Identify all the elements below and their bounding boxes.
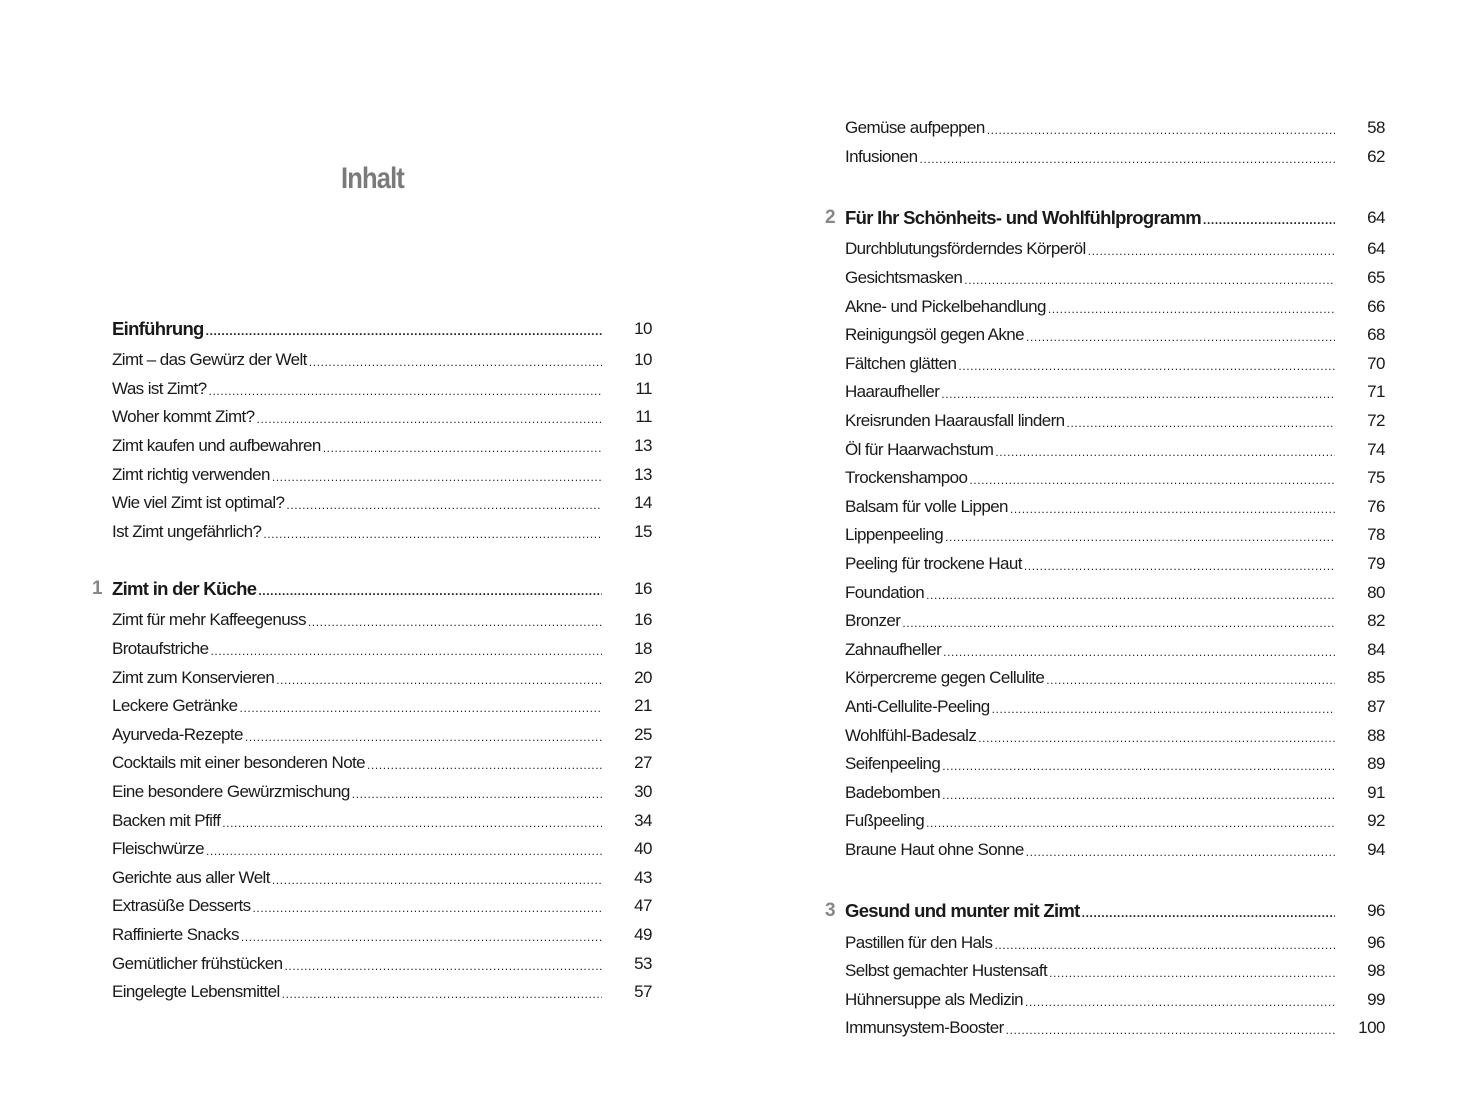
toc-page: 78	[1367, 525, 1385, 545]
leader-dots	[352, 783, 602, 801]
toc-entry[interactable]	[825, 721, 1385, 750]
toc-page: 11	[635, 378, 652, 398]
toc-entry[interactable]	[825, 493, 1385, 522]
leader-dots	[1010, 498, 1335, 516]
toc-page: 62	[1367, 146, 1385, 166]
leader-dots	[1067, 412, 1335, 430]
toc-label: Gemüse aufpeppen	[845, 118, 985, 138]
toc-page: 88	[1367, 725, 1385, 745]
toc-label: Immunsystem-Booster	[845, 1018, 1004, 1038]
toc-page: 25	[634, 724, 652, 744]
toc-entry[interactable]	[825, 464, 1385, 493]
leader-dots	[1025, 991, 1335, 1009]
toc-entry[interactable]	[825, 778, 1385, 807]
leader-dots	[1024, 555, 1335, 573]
toc-entry[interactable]	[825, 521, 1385, 550]
toc-page: 66	[1367, 296, 1385, 316]
toc-entry[interactable]	[825, 235, 1385, 264]
leader-dots	[943, 641, 1335, 659]
toc-page: 49	[634, 924, 652, 944]
leader-dots	[272, 466, 602, 484]
toc-label: Zimt für mehr Kaffeegenuss	[112, 610, 306, 630]
toc-label: Cocktails mit einer besonderen Note	[112, 753, 366, 773]
leader-dots	[323, 437, 602, 455]
toc-entry[interactable]	[825, 928, 1385, 957]
leader-dots	[902, 612, 1335, 630]
leader-dots	[263, 523, 602, 541]
toc-label: Zimt kaufen und aufbewahren	[112, 436, 321, 456]
toc-page: 89	[1367, 754, 1385, 774]
toc-entry[interactable]	[92, 489, 652, 518]
toc-page: 76	[1367, 496, 1385, 516]
toc-label: Wie viel Zimt ist optimal?	[112, 493, 285, 513]
toc-label: Leckere Getränke	[112, 696, 238, 716]
toc-label: Eine besondere Gewürzmischung	[112, 782, 350, 802]
toc-entry[interactable]	[92, 346, 652, 375]
toc-entry[interactable]	[825, 578, 1385, 607]
toc-entry[interactable]	[92, 403, 652, 432]
leader-dots	[241, 926, 602, 944]
toc-label: Reinigungsöl gegen Akne	[845, 325, 1025, 345]
toc-page: 10	[634, 350, 652, 370]
leader-dots	[987, 119, 1335, 137]
toc-label: Ayurveda-Rezepte	[112, 724, 243, 744]
toc-page: 14	[634, 493, 652, 513]
toc-label: Gerichte aus aller Welt	[112, 867, 270, 887]
toc-entry[interactable]	[825, 636, 1385, 665]
toc-label: Zimt – das Gewürz der Welt	[112, 350, 307, 370]
leader-dots	[258, 580, 602, 598]
page-title: Inhalt	[341, 162, 404, 195]
toc-page: 72	[1367, 411, 1385, 431]
toc-entry[interactable]	[825, 114, 1385, 143]
chapter-number: 1	[92, 578, 103, 600]
leader-dots	[919, 148, 1335, 166]
toc-label: Was ist Zimt?	[112, 378, 207, 398]
toc-entry[interactable]	[825, 143, 1385, 172]
leader-dots	[284, 955, 602, 973]
leader-dots	[222, 812, 602, 830]
toc-page: 98	[1367, 961, 1385, 981]
toc-entry[interactable]	[92, 864, 652, 893]
toc-entry[interactable]	[825, 836, 1385, 865]
toc-page: 11	[635, 407, 652, 427]
toc-page: 96	[1367, 901, 1385, 921]
toc-entry[interactable]	[92, 721, 652, 750]
toc-entry[interactable]	[825, 407, 1385, 436]
toc-page: 92	[1367, 811, 1385, 831]
toc-entry[interactable]	[825, 378, 1385, 407]
toc-page: 47	[634, 896, 652, 916]
toc-chapter-2[interactable]	[825, 201, 1385, 235]
toc-page: 79	[1367, 554, 1385, 574]
toc-page: 10	[634, 319, 652, 338]
toc-page: 58	[1367, 118, 1385, 138]
toc-label: Gesichtsmasken	[845, 268, 963, 288]
leader-dots	[245, 726, 602, 744]
toc-chapter-1[interactable]	[92, 572, 652, 606]
toc-label: Backen mit Pfiff	[112, 810, 221, 830]
toc-page: 85	[1367, 668, 1385, 688]
toc-entry[interactable]	[92, 663, 652, 692]
toc-entry[interactable]	[92, 778, 652, 807]
leader-dots	[276, 669, 602, 687]
toc-label: Akne- und Pickelbehandlung	[845, 296, 1046, 316]
toc-label: Zimt in der Küche	[112, 578, 257, 600]
leader-dots	[995, 441, 1335, 459]
leader-dots	[282, 983, 602, 1001]
toc-page: 21	[634, 696, 652, 716]
toc-label: Balsam für volle Lippen	[845, 496, 1008, 516]
leader-dots	[942, 755, 1335, 773]
toc-label: Haaraufheller	[845, 382, 940, 402]
toc-entry[interactable]	[825, 1014, 1385, 1043]
toc-label: Zimt richtig verwenden	[112, 464, 270, 484]
leader-dots	[978, 727, 1335, 745]
toc-page: 65	[1367, 268, 1385, 288]
leader-dots	[1088, 240, 1335, 258]
toc-label: Infusionen	[845, 146, 918, 166]
toc-page: 16	[634, 610, 652, 630]
toc-page: 18	[634, 639, 652, 659]
leader-dots	[992, 698, 1335, 716]
toc-entry[interactable]	[92, 518, 652, 547]
toc-entry[interactable]	[825, 693, 1385, 722]
toc-page: 15	[634, 521, 652, 541]
toc-page: 84	[1367, 639, 1385, 659]
toc-label: Einführung	[112, 318, 204, 339]
toc-label: Körpercreme gegen Cellulite	[845, 668, 1045, 688]
toc-chapter-3[interactable]	[825, 894, 1385, 928]
leader-dots	[1082, 902, 1335, 920]
toc-label: Trockenshampoo	[845, 468, 968, 488]
toc-entry[interactable]	[92, 892, 652, 921]
toc-label: Extrasüße Desserts	[112, 896, 251, 916]
leader-dots	[272, 869, 602, 887]
toc-entry[interactable]	[92, 806, 652, 835]
leader-dots	[257, 408, 602, 426]
toc-entry[interactable]	[825, 957, 1385, 986]
leader-dots	[252, 897, 602, 915]
toc-label: Raffinierte Snacks	[112, 924, 239, 944]
toc-label: Braune Haut ohne Sonne	[845, 839, 1024, 859]
toc-page: 43	[634, 867, 652, 887]
toc-entry[interactable]	[825, 264, 1385, 293]
toc-entry[interactable]	[92, 375, 652, 404]
toc-label: Wohlfühl-Badesalz	[845, 725, 977, 745]
toc-label: Brotaufstriche	[112, 639, 209, 659]
toc-page: 53	[634, 953, 652, 973]
toc-page: 30	[634, 782, 652, 802]
toc-label: Zahnaufheller	[845, 639, 942, 659]
toc-entry[interactable]	[825, 985, 1385, 1014]
toc-page: 57	[634, 982, 652, 1002]
toc-entry[interactable]	[825, 321, 1385, 350]
toc-page: 13	[634, 436, 652, 456]
toc-label: Foundation	[845, 582, 925, 602]
toc-entry[interactable]	[825, 807, 1385, 836]
toc-page: 74	[1367, 439, 1385, 459]
leader-dots	[1048, 298, 1335, 316]
toc-right-column	[825, 114, 1385, 1043]
toc-page: 40	[634, 839, 652, 859]
toc-page: 34	[634, 810, 652, 830]
toc-label: Pastillen für den Hals	[845, 932, 993, 952]
toc-page: 20	[634, 667, 652, 687]
leader-dots	[926, 584, 1335, 602]
leader-dots	[964, 269, 1335, 287]
toc-entry[interactable]	[92, 949, 652, 978]
toc-page: 99	[1367, 989, 1385, 1009]
toc-label: Seifenpeeling	[845, 754, 941, 774]
toc-left-column	[92, 312, 652, 1006]
toc-entry[interactable]	[825, 435, 1385, 464]
toc-page: 82	[1367, 611, 1385, 631]
toc-label: Fußpeeling	[845, 811, 925, 831]
toc-label: Bronzer	[845, 611, 901, 631]
toc-label: Lippenpeeling	[845, 525, 944, 545]
leader-dots	[945, 526, 1335, 544]
chapter-number: 2	[825, 207, 836, 229]
toc-label: Zimt zum Konservieren	[112, 667, 275, 687]
leader-dots	[1203, 209, 1335, 227]
leader-dots	[1026, 326, 1335, 344]
toc-page: 71	[1367, 382, 1385, 402]
leader-dots	[367, 754, 602, 772]
toc-label: Selbst gemachter Hustensaft	[845, 961, 1048, 981]
toc-entry[interactable]	[92, 921, 652, 950]
chapter-number: 3	[825, 900, 836, 922]
toc-entry[interactable]	[92, 635, 652, 664]
leader-dots	[210, 640, 602, 658]
toc-page: 68	[1367, 325, 1385, 345]
toc-entry[interactable]	[92, 749, 652, 778]
leader-dots	[942, 784, 1335, 802]
toc-section-intro[interactable]	[92, 312, 652, 346]
toc-page: 13	[634, 464, 652, 484]
leader-dots	[309, 351, 602, 369]
toc-label: Peeling für trockene Haut	[845, 554, 1022, 574]
leader-dots	[209, 380, 602, 398]
leader-dots	[1006, 1019, 1335, 1037]
toc-label: Durchblutungsförderndes Körperöl	[845, 239, 1086, 259]
leader-dots	[1046, 669, 1335, 687]
toc-page: 91	[1367, 782, 1385, 802]
toc-entry[interactable]	[92, 606, 652, 635]
toc-label: Gesund und munter mit Zimt	[845, 900, 1080, 922]
leader-dots	[994, 934, 1335, 952]
toc-entry[interactable]	[825, 292, 1385, 321]
toc-page: 75	[1367, 468, 1385, 488]
leader-dots	[941, 383, 1335, 401]
toc-entry[interactable]	[92, 432, 652, 461]
toc-label: Anti-Cellulite-Peeling	[845, 696, 990, 716]
toc-label: Eingelegte Lebensmittel	[112, 982, 280, 1002]
toc-entry[interactable]	[92, 692, 652, 721]
toc-entry[interactable]	[825, 550, 1385, 579]
leader-dots	[308, 611, 602, 629]
toc-entry[interactable]	[825, 350, 1385, 379]
toc-label: Ist Zimt ungefährlich?	[112, 521, 262, 541]
leader-dots	[969, 469, 1335, 487]
toc-label: Fältchen glätten	[845, 353, 957, 373]
leader-dots	[958, 355, 1335, 373]
toc-entry[interactable]	[92, 460, 652, 489]
toc-label: Gemütlicher frühstücken	[112, 953, 283, 973]
toc-entry[interactable]	[825, 607, 1385, 636]
leader-dots	[206, 320, 602, 338]
toc-label: Fleischwürze	[112, 839, 204, 859]
toc-label: Badebomben	[845, 782, 941, 802]
toc-page: 70	[1367, 353, 1385, 373]
toc-page: 100	[1358, 1018, 1385, 1038]
toc-entry[interactable]	[825, 750, 1385, 779]
toc-page: 64	[1367, 208, 1385, 228]
toc-page: 16	[634, 579, 652, 599]
toc-entry[interactable]	[92, 835, 652, 864]
leader-dots	[206, 840, 602, 858]
toc-label: Öl für Haarwachstum	[845, 439, 994, 459]
toc-page: 94	[1367, 839, 1385, 859]
toc-entry[interactable]	[92, 978, 652, 1007]
toc-label: Hühnersuppe als Medizin	[845, 989, 1024, 1009]
leader-dots	[286, 494, 602, 512]
leader-dots	[240, 697, 602, 715]
toc-label: Woher kommt Zimt?	[112, 407, 255, 427]
toc-page: 80	[1367, 582, 1385, 602]
toc-entry[interactable]	[825, 664, 1385, 693]
toc-page: 96	[1367, 932, 1385, 952]
toc-page: 27	[634, 753, 652, 773]
toc-page: 64	[1367, 239, 1385, 259]
toc-label: Für Ihr Schönheits- und Wohlfühlprogramm	[845, 207, 1202, 229]
leader-dots	[926, 812, 1335, 830]
toc-page: 87	[1367, 696, 1385, 716]
leader-dots	[1026, 841, 1335, 859]
leader-dots	[1049, 962, 1335, 980]
toc-label: Kreisrunden Haarausfall lindern	[845, 411, 1065, 431]
